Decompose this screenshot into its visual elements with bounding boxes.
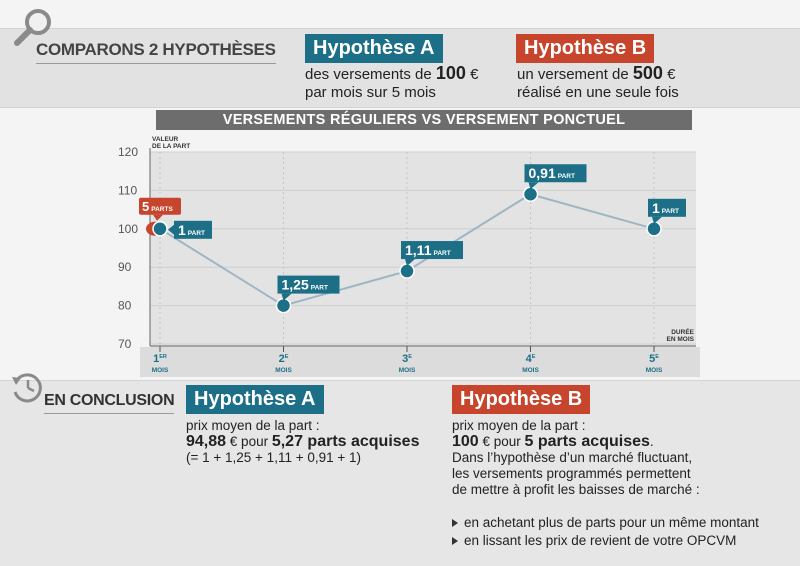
x-tick-label: 1ER [153,353,167,365]
x-tick-unit: MOIS [645,367,663,374]
conclusion-hypothesis-a-text: prix moyen de la part : 94,88 € pour 5,27 parts acquises (= 1 + 1,25 + 1,11 + 0,91 + 1) [186,418,420,465]
comparison-title: COMPARONS 2 HYPOTHÈSES [36,40,276,64]
list-item: en achetant plus de parts pour un même montant [452,514,759,532]
data-point [277,299,291,313]
data-point [400,264,414,278]
hypothesis-a-badge: Hypothèse A [305,34,443,63]
list-item: en lissant les prix de revient de votre OPCVM [452,532,759,550]
conclusion-hypothesis-b-badge: Hypothèse B [452,385,590,414]
x-tick-unit: MOIS [151,367,169,374]
data-label: 0,91 PART [528,165,575,182]
x-tick-label: $5^E$ [649,353,659,365]
clock-icon [10,370,46,406]
y-tick-label: 110 [118,183,138,198]
hypothesis-b-badge: Hypothèse B [516,34,654,63]
x-tick-label: $2^E$ [278,353,289,365]
chart-title: VERSEMENTS RÉGULIERS VS VERSEMENT PONCTUEL [156,110,692,130]
x-axis-title: DURÉE [671,329,694,336]
data-label: 1 PART [652,199,680,216]
x-tick-unit: MOIS [398,367,416,374]
x-tick-label: $3^E$ [402,353,412,365]
y-tick-label: 90 [118,260,132,275]
bullet-arrow-icon [452,537,458,545]
x-tick-unit: MOIS [522,367,539,374]
y-tick-label: 120 [118,145,139,159]
data-point [153,222,167,236]
x-tick-label: $4^E$ [525,353,536,365]
hypothesis-b-label-arrow [153,215,163,221]
data-label: 1,11 PART [405,242,451,259]
conclusion-hypothesis-b-text: prix moyen de la part : 100 € pour 5 parts acquises. Dans l’hypothèse d’un marché fluctuant, les versements programmés permettent de mettre à profit les baisses de marché : [452,418,700,497]
y-tick-label: 80 [118,298,132,313]
y-tick-label: 100 [118,221,139,236]
conclusion-bullet-list [452,514,759,550]
x-axis-title: EN MOIS [666,336,694,343]
y-axis-title: VALEUR [152,136,179,143]
data-point [647,222,661,236]
data-label: 1,25 PART [281,276,328,293]
x-tick-unit: MOIS [275,367,292,374]
bullet-arrow-icon [452,519,458,527]
hypothesis-b-description: un versement de 500 € réalisé en une seule fois [517,63,679,101]
y-tick-label: 70 [118,337,132,351]
data-label: 1 PART [178,221,206,238]
data-point [524,187,538,201]
conclusion-hypothesis-a-badge: Hypothèse A [186,385,324,414]
hypothesis-b-label: 5 PARTS [142,198,173,214]
conclusion-title: EN CONCLUSION [44,392,174,414]
y-axis-title: DE LA PART [152,143,191,150]
hypothesis-a-description: des versements de 100 € par mois sur 5 mois [305,63,479,101]
